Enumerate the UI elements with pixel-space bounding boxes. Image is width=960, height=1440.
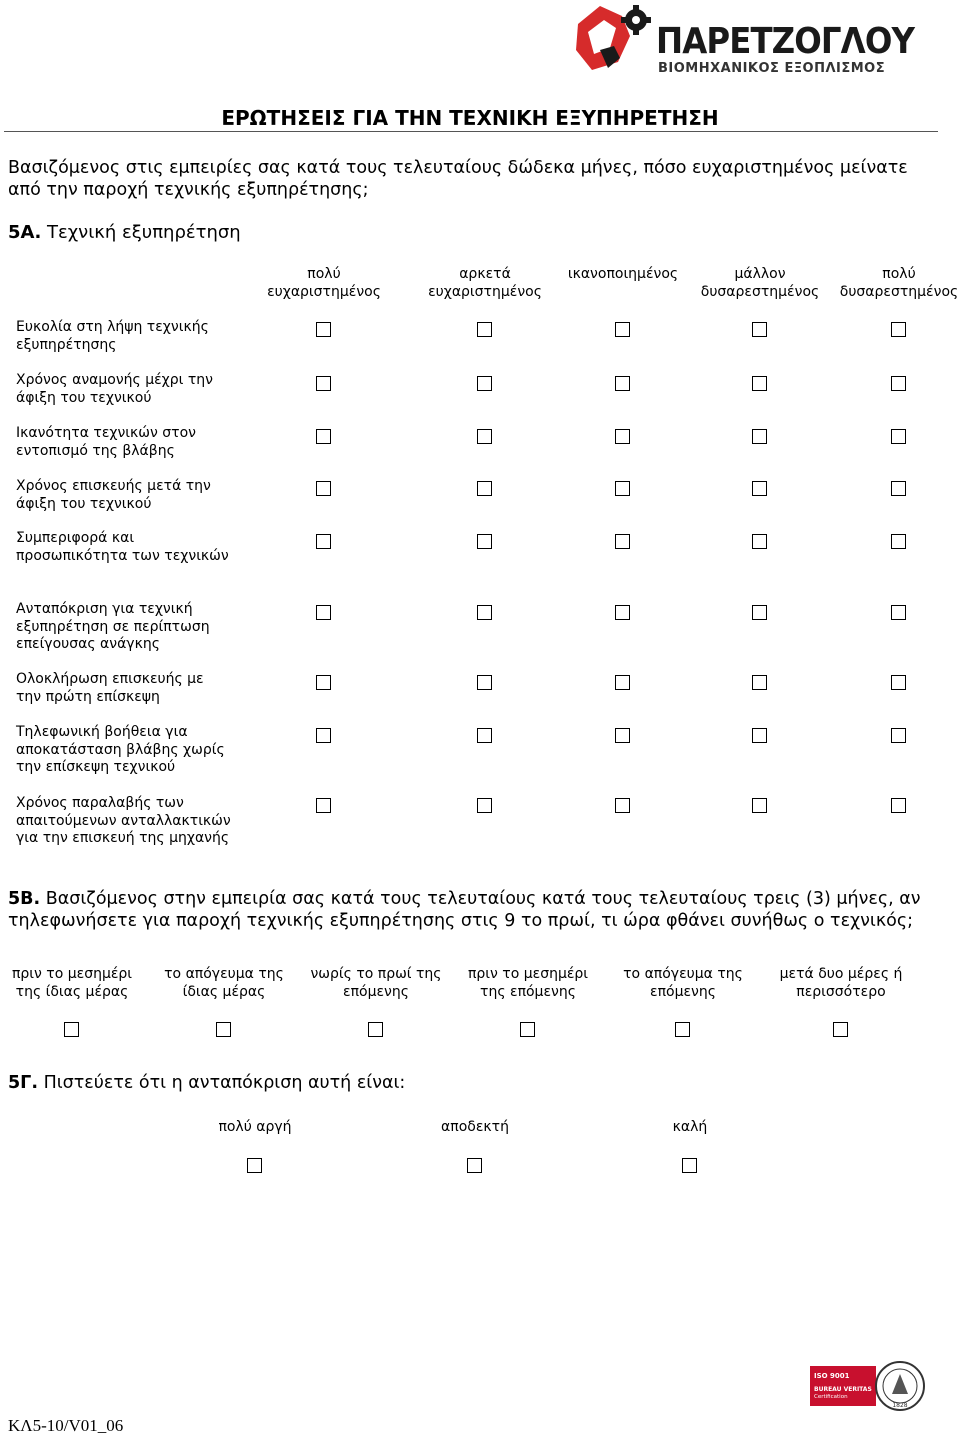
bureau-veritas-label: BUREAU VERITAS <box>814 1386 872 1393</box>
iso-badge <box>810 1366 876 1406</box>
rating-checkbox-4[interactable] <box>752 429 767 444</box>
response-option-checkbox[interactable] <box>467 1158 482 1173</box>
rating-checkbox-2[interactable] <box>477 534 492 549</box>
rating-row-label: Χρόνος παραλαβής των απαιτούμενων ανταλλακτικών για την επισκευή της μηχανής <box>16 795 231 846</box>
bureau-veritas-seal-icon <box>874 1360 926 1412</box>
arrival-option-checkbox[interactable] <box>520 1022 535 1037</box>
arrival-option-checkbox[interactable] <box>833 1022 848 1037</box>
rating-checkbox-2[interactable] <box>477 429 492 444</box>
section-b-text: Βασιζόμενος στην εμπειρία σας κατά τους τελευταίους κατά τους τελευταίους τρεις (3) μήνες, αν τηλεφωνήσετε για παροχή τεχνικής εξυπηρέτησης στις 9 το πρωί, τι ώρα φθάνει συνήθως ο τεχνικός; <box>8 889 921 931</box>
rating-checkbox-5[interactable] <box>891 798 906 813</box>
arrival-option-checkbox[interactable] <box>368 1022 383 1037</box>
rating-checkbox-5[interactable] <box>891 675 906 690</box>
rating-checkbox-1[interactable] <box>316 728 331 743</box>
rating-checkbox-4[interactable] <box>752 728 767 743</box>
arrival-option-label: μετά δυο μέρες ή περισσότερο <box>779 966 903 1000</box>
rating-checkbox-5[interactable] <box>891 429 906 444</box>
section-c-question <box>8 1072 405 1094</box>
column-header-1: πολύ ευχαριστημένος <box>267 266 381 300</box>
section-a-number: 5Α. <box>8 222 42 243</box>
rating-row-label: Χρόνος επισκευής μετά την άφιξη του τεχνικού <box>16 478 211 512</box>
rating-checkbox-1[interactable] <box>316 481 331 496</box>
rating-checkbox-5[interactable] <box>891 605 906 620</box>
rating-checkbox-3[interactable] <box>615 798 630 813</box>
arrival-option-checkbox[interactable] <box>216 1022 231 1037</box>
arrival-option-label: νωρίς το πρωί της επόμενης <box>310 966 442 1000</box>
certification-badge <box>810 1362 926 1412</box>
rating-checkbox-2[interactable] <box>477 605 492 620</box>
rating-checkbox-4[interactable] <box>752 675 767 690</box>
column-header-2: αρκετά ευχαριστημένος <box>428 266 542 300</box>
column-header-5: πολύ δυσαρεστημένος <box>839 266 959 300</box>
rating-checkbox-3[interactable] <box>615 376 630 391</box>
rating-checkbox-2[interactable] <box>477 376 492 391</box>
rating-checkbox-1[interactable] <box>316 534 331 549</box>
rating-checkbox-3[interactable] <box>615 675 630 690</box>
column-header-3: ικανοποιημένος <box>567 266 679 282</box>
rating-checkbox-3[interactable] <box>615 605 630 620</box>
rating-row-label: Τηλεφωνική βοήθεια για αποκατάσταση βλάβης χωρίς την επίσκεψη τεχνικού <box>16 724 225 775</box>
rating-checkbox-3[interactable] <box>615 481 630 496</box>
response-option-checkbox[interactable] <box>247 1158 262 1173</box>
rating-row-label: Χρόνος αναμονής μέχρι την άφιξη του τεχνικού <box>16 372 213 406</box>
rating-checkbox-3[interactable] <box>615 534 630 549</box>
rating-checkbox-2[interactable] <box>477 675 492 690</box>
rating-checkbox-3[interactable] <box>615 728 630 743</box>
rating-checkbox-5[interactable] <box>891 376 906 391</box>
company-logo <box>570 2 935 78</box>
rating-checkbox-4[interactable] <box>752 481 767 496</box>
rating-checkbox-5[interactable] <box>891 534 906 549</box>
section-c-text: Πιστεύετε ότι η ανταπόκριση αυτή είναι: <box>43 1073 406 1093</box>
rating-checkbox-3[interactable] <box>615 429 630 444</box>
rating-checkbox-4[interactable] <box>752 534 767 549</box>
rating-checkbox-1[interactable] <box>316 675 331 690</box>
rating-checkbox-4[interactable] <box>752 376 767 391</box>
rating-checkbox-4[interactable] <box>752 605 767 620</box>
title-divider <box>4 131 938 132</box>
rating-checkbox-5[interactable] <box>891 728 906 743</box>
arrival-option-checkbox[interactable] <box>64 1022 79 1037</box>
certification-label: Certification <box>814 1394 848 1400</box>
response-option-label: πολύ αργή <box>218 1119 292 1135</box>
rating-checkbox-1[interactable] <box>316 429 331 444</box>
rating-row-label: Ικανότητα τεχνικών στον εντοπισμό της βλάβης <box>16 425 196 459</box>
section-a-title: Τεχνική εξυπηρέτηση <box>47 222 241 243</box>
rating-checkbox-2[interactable] <box>477 481 492 496</box>
rating-checkbox-4[interactable] <box>752 322 767 337</box>
iso-label: ISO 9001 <box>814 1372 850 1380</box>
logo-tagline: ΒΙΟΜΗΧΑΝΙΚΟΣ ΕΞΟΠΛΙΣΜΟΣ <box>658 61 886 76</box>
section-b-number: 5Β. <box>8 889 41 909</box>
rating-checkbox-4[interactable] <box>752 798 767 813</box>
response-option-label: καλή <box>672 1119 708 1135</box>
gear-logo-icon <box>570 2 660 78</box>
rating-checkbox-3[interactable] <box>615 322 630 337</box>
rating-checkbox-1[interactable] <box>316 376 331 391</box>
rating-checkbox-1[interactable] <box>316 322 331 337</box>
rating-checkbox-1[interactable] <box>316 798 331 813</box>
rating-row-label: Ολοκλήρωση επισκευής με την πρώτη επίσκεψη <box>16 671 204 705</box>
arrival-option-label: πριν το μεσημέρι της επόμενης <box>467 966 589 1000</box>
rating-checkbox-5[interactable] <box>891 481 906 496</box>
rating-checkbox-2[interactable] <box>477 728 492 743</box>
arrival-option-label: το απόγευμα της ίδιας μέρας <box>164 966 284 1000</box>
rating-checkbox-2[interactable] <box>477 798 492 813</box>
column-header-4: μάλλον δυσαρεστημένος <box>700 266 820 300</box>
section-b-question <box>8 888 948 932</box>
arrival-option-checkbox[interactable] <box>675 1022 690 1037</box>
rating-checkbox-2[interactable] <box>477 322 492 337</box>
rating-row-label: Ανταπόκριση για τεχνική εξυπηρέτηση σε περίπτωση επείγουσας ανάγκης <box>16 601 210 652</box>
response-option-checkbox[interactable] <box>682 1158 697 1173</box>
intro-text: Βασιζόμενος στις εμπειρίες σας κατά τους τελευταίους δώδεκα μήνες, πόσο ευχαριστημένος μείνατε από την παροχή τεχνικής εξυπηρέτησης; <box>8 158 908 200</box>
footer-document-code: ΚΛ5-10/V01_06 <box>8 1416 124 1435</box>
rating-row-label: Συμπεριφορά και προσωπικότητα των τεχνικών <box>16 530 229 564</box>
section-a-heading <box>8 222 241 244</box>
response-option-label: αποδεκτή <box>441 1119 509 1135</box>
seal-year: 1828 <box>892 1402 908 1409</box>
arrival-option-label: πριν το μεσημέρι της ίδιας μέρας <box>11 966 133 1000</box>
rating-checkbox-5[interactable] <box>891 322 906 337</box>
rating-row-label: Ευκολία στη λήψη τεχνικής εξυπηρέτησης <box>16 319 209 353</box>
section-c-number: 5Γ. <box>8 1073 38 1093</box>
page-title: ΕΡΩΤΗΣΕΙΣ ΓΙΑ ΤΗΝ ΤΕΧΝΙΚΗ ΕΞΥΠΗΡΕΤΗΣΗ <box>221 106 719 130</box>
logo-name: ΠΑΡΕΤΖΟΓΛΟΥ <box>656 21 915 62</box>
arrival-option-label: το απόγευμα της επόμενης <box>623 966 743 1000</box>
rating-checkbox-1[interactable] <box>316 605 331 620</box>
